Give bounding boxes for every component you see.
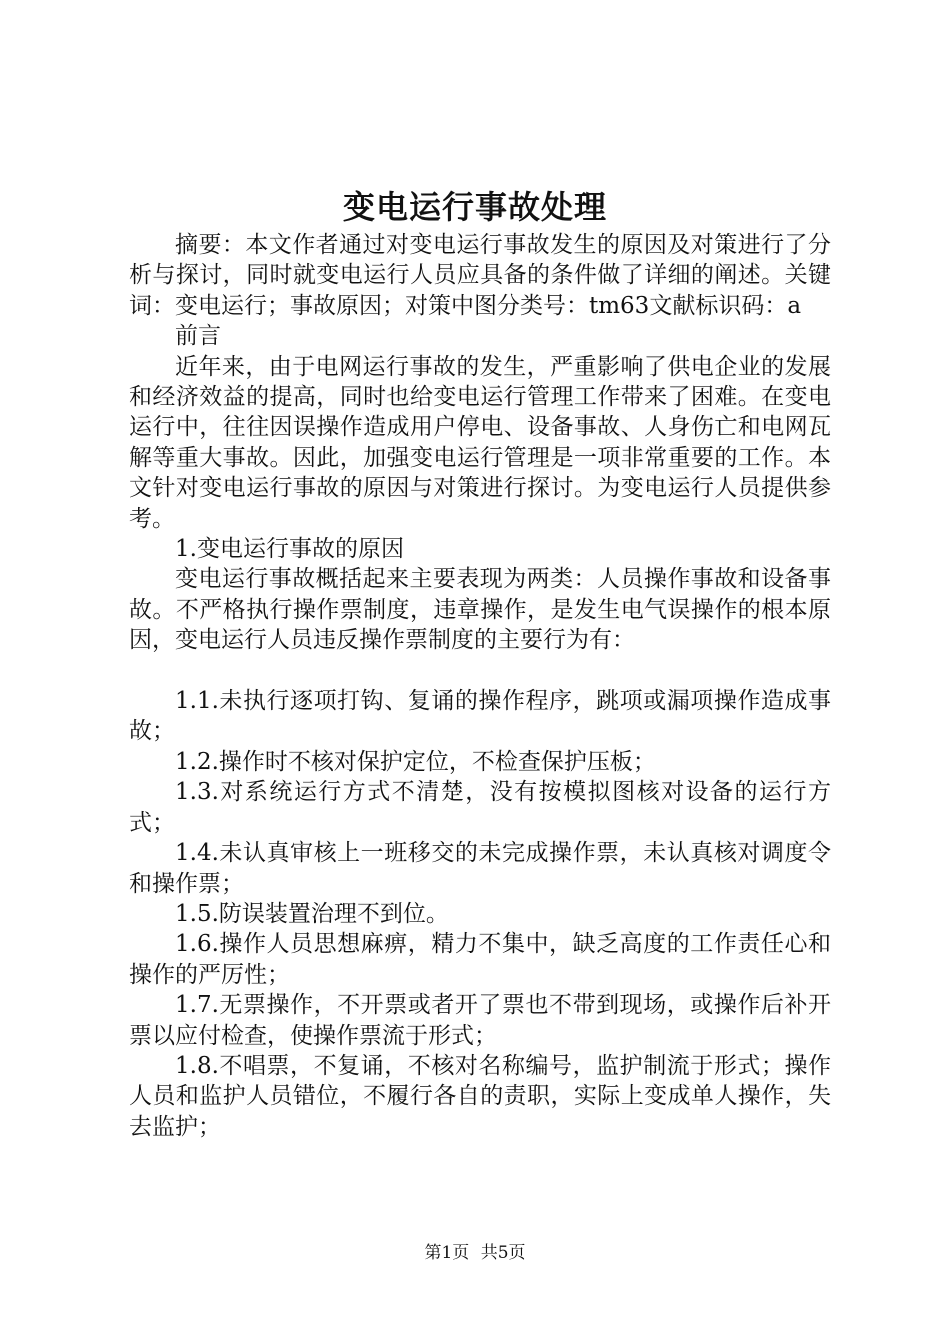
body-paragraph: 变电运行事故概括起来主要表现为两类：人员操作事故和设备事故。不严格执行操作票制度，违章操作，是发生电气误操作的根本原因，变电运行人员违反操作票制度的主要行为有：: [129, 566, 831, 654]
page-number: 第1页: [424, 1243, 470, 1263]
abstract-paragraph: 摘要：本文作者通过对变电运行事故发生的原因及对策进行了分析与探讨，同时就变电运行人员应具备的条件做了详细的阐述。关键词：变电运行；事故原因；对策中图分类号：tm63文献标识码：a: [129, 232, 831, 319]
list-item: 1.2.操作时不核对保护定位，不检查保护压板；: [175, 748, 656, 775]
blank-line: [129, 656, 831, 686]
page-total: 共5页: [480, 1243, 526, 1263]
list-item: 1.1.未执行逐项打钩、复诵的操作程序，跳项或漏项操作造成事故；: [129, 688, 831, 745]
section-heading-causes: 1.变电运行事故的原因: [175, 536, 404, 563]
list-item: 1.4.未认真审核上一班移交的未完成操作票，未认真核对调度令和操作票；: [129, 840, 831, 897]
list-item: 1.6.操作人员思想麻痹，精力不集中，缺乏高度的工作责任心和操作的严厉性；: [129, 931, 831, 988]
list-item: 1.3.对系统运行方式不清楚，没有按模拟图核对设备的运行方式；: [129, 779, 831, 836]
page-footer: [0, 1241, 950, 1265]
body-paragraph: 近年来，由于电网运行事故的发生，严重影响了供电企业的发展和经济效益的提高，同时也给变电运行管理工作带来了困难。在变电运行中，往往因误操作造成用户停电、设备事故、人身伤亡和电网瓦解等重大事故。因此，加强变电运行管理是一项非常重要的工作。本文针对变电运行事故的原因与对策进行探讨。为变电运行人员提供参考。: [129, 353, 831, 532]
document-title: 变电运行事故处理: [342, 188, 607, 226]
list-item: 1.7.无票操作，不开票或者开了票也不带到现场，或操作后补开票以应付检查，使操作票流于形式；: [129, 992, 831, 1049]
document-body: [129, 230, 831, 1142]
list-item: 1.5.防误装置治理不到位。: [175, 900, 449, 927]
section-heading-preface: 前言: [175, 323, 221, 350]
list-item: 1.8.不唱票，不复诵，不核对名称编号，监护制流于形式；操作人员和监护人员错位，不履行各自的责职，实际上变成单人操作，失去监护；: [129, 1052, 831, 1140]
